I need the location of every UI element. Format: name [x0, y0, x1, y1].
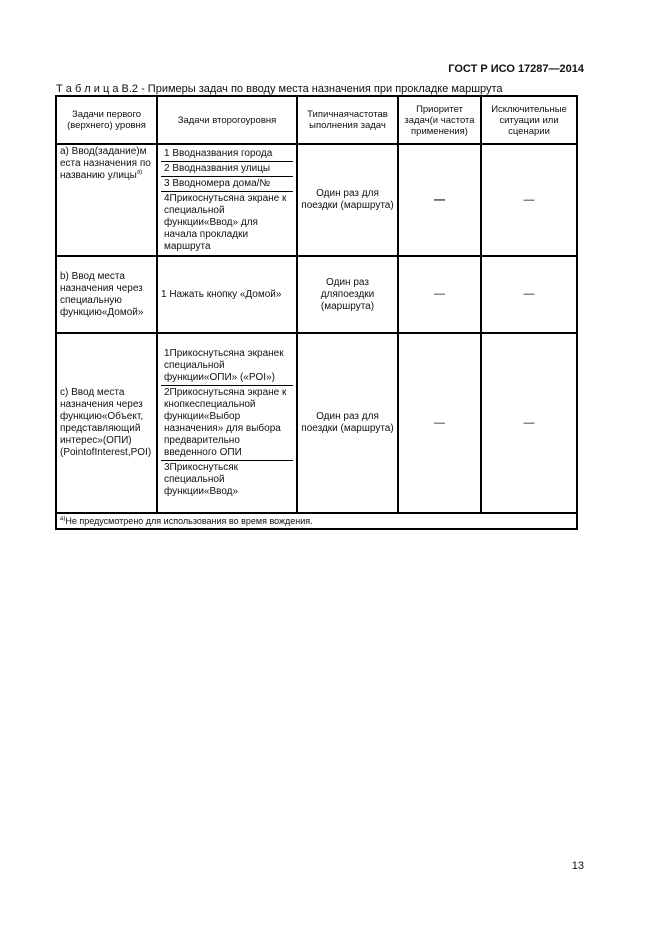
- table-row: [56, 256, 577, 333]
- top-level-task-cell: [56, 144, 157, 256]
- frequency-cell: Один раз дляпоездки (маршрута): [297, 256, 398, 333]
- dash-value: —: [523, 288, 535, 300]
- document-standard-header: ГОСТ Р ИСО 17287—2014: [448, 63, 584, 75]
- second-level-tasks-cell: [157, 333, 297, 513]
- exceptions-cell: [481, 333, 577, 513]
- footnote-row: [56, 513, 577, 529]
- second-level-task: 1Прикоснутьсяна экранек специальной функции«ОПИ» («POI»): [161, 347, 293, 386]
- exceptions-cell: [481, 256, 577, 333]
- second-level-task: 2 Вводназвания улицы: [161, 162, 293, 177]
- priority-cell: [398, 333, 481, 513]
- table-header-row: [56, 96, 577, 144]
- dash-value: —: [434, 193, 445, 206]
- table-caption: Т а б л и ц а В.2 - Примеры задач по вводу места назначения при прокладке маршрута: [56, 83, 503, 95]
- exceptions-cell: [481, 144, 577, 256]
- footnote-text: Не предусмотрено для использования во время вождения.: [65, 516, 313, 526]
- top-level-task-cell: c) Ввод места назначения через функцию«Объект, представляющий интерес»(ОПИ) (PointofInterest,POI): [56, 333, 157, 513]
- second-level-task: 3Прикоснутьсяк специальной функции«Ввод»: [164, 462, 239, 497]
- dash-value: —: [434, 416, 445, 429]
- tasks-table: [55, 95, 578, 530]
- column-header-second-level: Задачи второгоуровня: [157, 96, 297, 144]
- column-header-priority: Приоритет задач(и частота применения): [398, 96, 481, 144]
- second-level-task: 2Прикоснутьсяна экране к кнопкеспециальной функции«Выбор назначения» для выбора предварительно введенного ОПИ: [161, 386, 293, 461]
- frequency-cell: Один раз для поездки (маршрута): [297, 144, 398, 256]
- frequency-cell: Один раз для поездки (маршрута): [297, 333, 398, 513]
- dash-value: —: [523, 193, 535, 206]
- priority-cell: [398, 256, 481, 333]
- footnote-marker: a): [60, 516, 66, 522]
- dash-value: —: [434, 288, 445, 300]
- second-level-task: 3 Вводномера дома/№: [161, 177, 293, 192]
- second-level-task: 4Прикоснутьсяна экране к специальной функции«Ввод» для начала прокладки маршрута: [164, 192, 287, 252]
- footnote-reference: a): [136, 169, 143, 176]
- dash-value: —: [523, 416, 535, 429]
- column-header-exceptions: Исключительные ситуации или сценарии: [481, 96, 577, 144]
- top-level-task-cell: b) Ввод места назначения через специальную функцию«Домой»: [56, 256, 157, 333]
- table-footnote: [56, 513, 577, 529]
- priority-cell: [398, 144, 481, 256]
- column-header-top-level: Задачи первого (верхнего) уровня: [56, 96, 157, 144]
- second-level-task: 1 Нажать кнопку «Домой»: [157, 256, 297, 333]
- page-number: 13: [571, 860, 584, 872]
- top-level-task-text: a) Ввод(задание)м еста назначения по названию улицы: [60, 146, 151, 181]
- second-level-task: 1 Вводназвания города: [161, 147, 293, 162]
- second-level-tasks-cell: [157, 144, 297, 256]
- column-header-frequency: Типичнаячастотав ыполнения задач: [297, 96, 398, 144]
- table-row: [56, 144, 577, 256]
- table-row: [56, 333, 577, 513]
